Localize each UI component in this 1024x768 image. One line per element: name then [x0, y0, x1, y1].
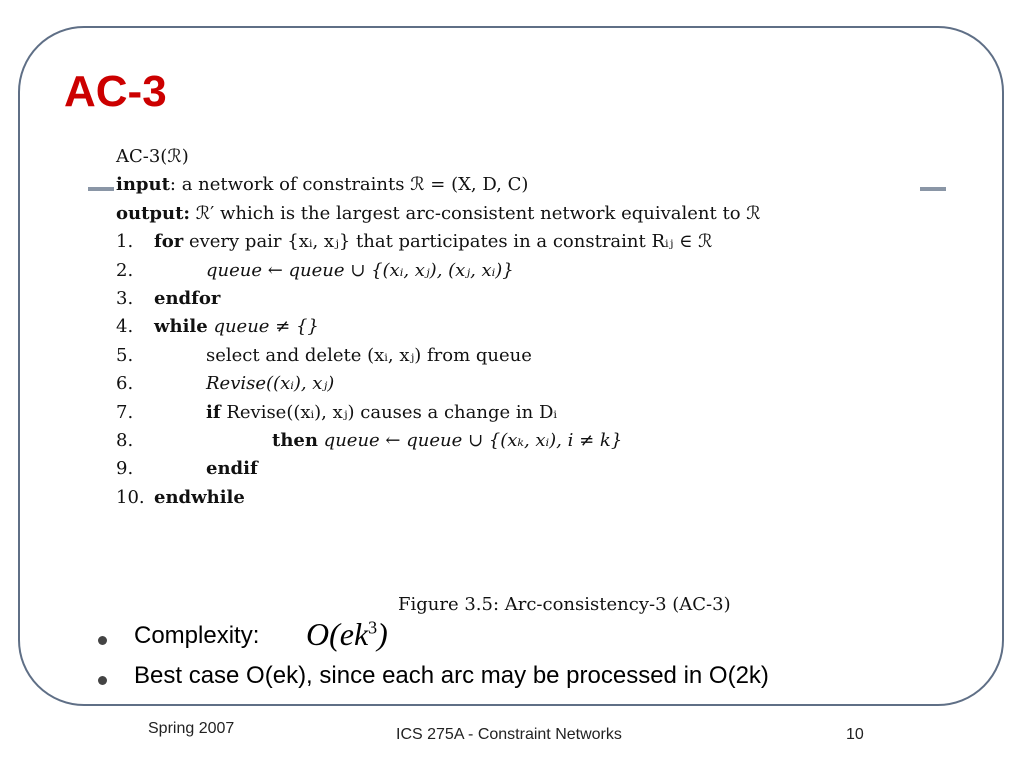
slide-title: AC-3	[64, 67, 167, 116]
bullet-list	[98, 616, 769, 702]
bullet-best-case-text: Best case O(ek), since each arc may be processed in O(2k)	[134, 662, 769, 689]
algo-line-8: 8. then queue ← queue ∪ {(xₖ, xᵢ), i ≠ k}	[116, 429, 623, 451]
algo-output-line	[116, 203, 761, 231]
algo-input-line	[116, 174, 761, 202]
algo-line-1: 1. for every pair {xᵢ, xⱼ} that participates in a constraint Rᵢⱼ ∈ ℛ	[116, 231, 713, 253]
bullet-complexity-text: Complexity:	[134, 622, 260, 649]
bullet-best-case	[98, 662, 769, 702]
output-text: ℛ′ which is the largest arc-consistent network equivalent to ℛ	[190, 202, 761, 224]
algo-line-4: 4. while queue ≠ {}	[116, 316, 319, 338]
bullet-dot-icon	[98, 636, 107, 645]
algo-line-7: 7. if Revise((xᵢ), xⱼ) causes a change in Dᵢ	[116, 401, 557, 423]
input-text: : a network of constraints ℛ = (X, D, C)	[169, 174, 529, 196]
algo-line-10: 10. endwhile	[116, 486, 245, 508]
input-label: input	[116, 174, 170, 196]
bullet-complexity	[98, 616, 769, 662]
algo-line-5: 5. select and delete (xᵢ, xⱼ) from queue	[116, 344, 532, 366]
bullet-dot-icon	[98, 676, 107, 685]
complexity-formula: $O(ek^3)$	[306, 616, 388, 652]
footer-course: ICS 275A - Constraint Networks	[396, 726, 622, 743]
algorithm-box	[116, 146, 761, 515]
algo-line-2: 2. queue ← queue ∪ {(xᵢ, xⱼ), (xⱼ, xᵢ)}	[116, 259, 514, 281]
footer-date: Spring 2007	[148, 720, 235, 737]
algo-header: AC-3(ℛ)	[116, 146, 189, 167]
output-label: output:	[116, 202, 191, 224]
figure-caption: Figure 3.5: Arc-consistency-3 (AC-3)	[398, 594, 731, 615]
left-divider-tick	[88, 187, 114, 191]
right-divider-tick	[920, 187, 946, 191]
algo-line-9: 9. endif	[116, 458, 258, 480]
footer-page-number: 10	[846, 726, 864, 743]
algo-line-3: 3. endfor	[116, 287, 221, 309]
algo-line-6: 6. Revise((xᵢ), xⱼ)	[116, 373, 335, 395]
